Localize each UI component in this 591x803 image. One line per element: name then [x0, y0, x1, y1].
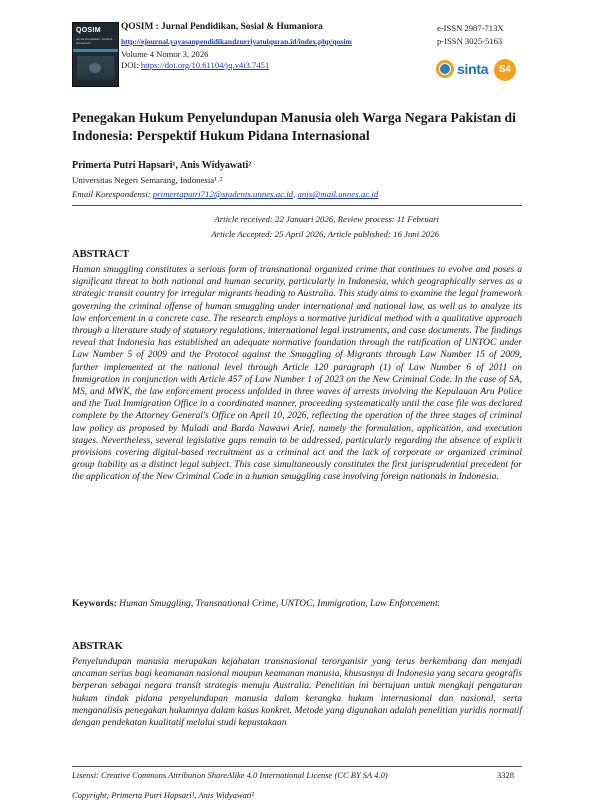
page-number: 3328: [497, 770, 514, 780]
abstract-text: Human smuggling constitutes a serious form of transnational organized crime that continues to evolve and poses a significant threat to both national and human security, particularly in Indonesia, which geographically serves as a strategic transit country for irregular migrants heading to Australia. This study aims to examine the legal framework governing the criminal offense of human smuggling under international and national law, as well as to analyze its law enforcement in a concrete case. The research employs a normative juridical method with a qualitative approach through a literature study of statutory regulations, international legal instruments, and case documents. The findings reveal that Indonesia has established an adequate normative foundation through the ratification of UNTOC under Law Number 5 of 2009 and the Protocol against the Smuggling of Migrants through Law Number 15 of 2009, further implemented at the national level through Article 120 paragraph (1) of Law Number 6 of 2011 on Immigration in conjunction with Article 457 of Law Number 1 of 2023 on the New Criminal Code. In the case of SA, MS, and MWK, the law enforcement process unfolded in three waves of arrests involving the Kepulauan Aru Police and the Tual Immigration Office in a coordinated manner, proceeding systematically until the case file was declared complete by the Attorney General's Office on April 10, 2026, reflecting the operation of the three stages of criminal law policy as proposed by Muladi and Barda Nawawi Arief, namely the formulation, application, and execution stages. Nevertheless, several legislative gaps remain to be addressed, particularly regarding the absence of explicit provisions covering digital-based recruitment as a criminal act and the lack of corporate or organized criminal group liability as a distinct legal subject. This case simultaneously constitutes the first jurisprudential precedent for the application of the New Criminal Code in a human smuggling case involving foreign nationals in Indonesia.: [72, 264, 522, 483]
sinta-rank-badge: S4: [494, 59, 516, 81]
article-title: Penegakan Hukum Penyelundupan Manusia oleh Warga Negara Pakistan di Indonesia: Perspektif Hukum Pidana Internasional: [72, 110, 516, 143]
email-label: Email Korespondensi:: [72, 189, 153, 199]
header-divider: [72, 205, 522, 206]
keywords-list: Human Smuggling, Transnational Crime, UNTOC, Immigration, Law Enforcement.: [116, 598, 441, 609]
doi-link[interactable]: https://doi.org/10.61104/jq.v4i3.7451: [140, 60, 270, 70]
p-issn: p-ISSN 3025-5163: [437, 36, 503, 46]
journal-cover-image: [72, 22, 119, 87]
sinta-wordmark: sinta: [457, 61, 489, 77]
article-dates-published: Article Accepted: 25 April 2026, Article published: 16 Juni 2026: [211, 229, 439, 239]
license-text: Lisensi: Creative Commons Attribution ShareAlike 4.0 International License (CC BY SA 4.0): [72, 770, 388, 780]
journal-volume: Volume 4 Nomor 3, 2026: [121, 49, 209, 59]
email-link-2[interactable]: anis@mail.unnes.ac.id: [297, 189, 379, 199]
cover-photo-mark: [89, 63, 101, 73]
correspondence-emails: [72, 189, 378, 199]
keywords: [72, 598, 522, 610]
journal-doi: [121, 60, 269, 70]
abstract-heading: ABSTRACT: [72, 249, 130, 260]
cover-stripe: [73, 49, 118, 52]
email-link-1[interactable]: primertaputri712@students.unnes.ac.id: [152, 189, 294, 199]
email-separator: ,: [293, 189, 298, 199]
sinta-logo: [436, 56, 526, 86]
journal-url-link[interactable]: [121, 37, 352, 46]
cover-subtitle: Jurnal Pendidikan, Sosial & Humaniora: [76, 37, 113, 45]
copyright-text: Copyright; Primerta Putri Hapsari¹, Anis Widyawati²: [72, 790, 255, 800]
journal-url-text[interactable]: http://ejournal.yayasanpendidikandzurriyatulquran.id/index.php/qosim: [121, 37, 352, 46]
sinta-dot-icon: [440, 64, 450, 74]
author-affiliation: Universitas Negeri Semarang, Indonesia¹˒²: [72, 175, 223, 185]
doi-label: DOI:: [121, 60, 141, 70]
article-authors: Primerta Putri Hapsari¹, Anis Widyawati²: [72, 160, 252, 171]
e-issn: e-ISSN 2987-713X: [437, 23, 504, 33]
cover-title: QOSIM: [76, 27, 101, 34]
footer-divider: [72, 766, 522, 767]
journal-title: QOSIM : Jurnal Pendidikan, Sosial & Humaniora: [121, 22, 323, 32]
abstrak-text: Penyelundupan manusia merupakan kejahatan transnasional terorganisir yang terus berkembang dan menjadi ancaman serius bagi keamanan nasional maupun keamanan manusia, khususnya di Indonesia yang secara geografis berperan sebagai negara transit strategis menuju Australia. Penelitian ini bertujuan untuk mengkaji pengaturan hukum tindak pidana penyelundupan manusia dalam kerangka hukum internasional dan nasional, serta menganalisis penegakan hukumnya dalam kasus konkret. Metode yang digunakan adalah penelitian yuridis normatif dengan pendekatan kualitatif melalui studi kepustakaan: [72, 656, 522, 729]
article-dates-received: Article received: 22 Januari 2026, Review process: 11 Februari: [214, 214, 439, 224]
abstrak-heading: ABSTRAK: [72, 641, 123, 652]
keywords-label: Keywords:: [72, 598, 117, 609]
